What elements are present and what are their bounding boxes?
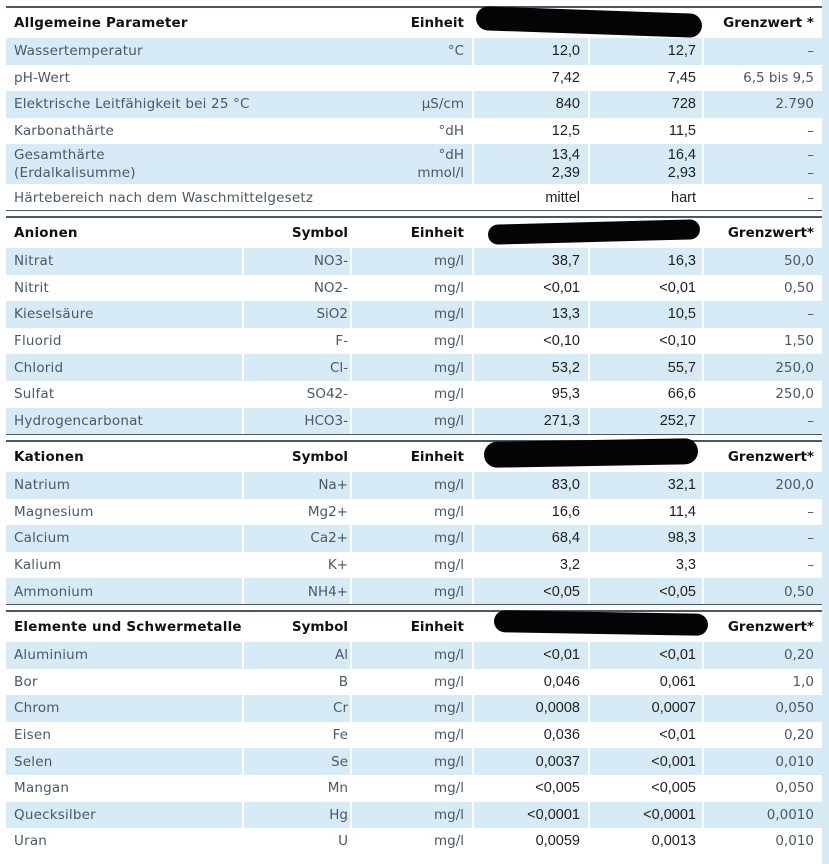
table-row — [6, 552, 822, 579]
value-2: 252,7 — [659, 412, 696, 429]
unit-header: Einheit — [410, 225, 464, 241]
table-row — [6, 722, 822, 749]
redaction-mark — [484, 438, 698, 468]
symbol: NO2- — [313, 279, 348, 296]
symbol: K+ — [327, 557, 348, 574]
value-2: <0,05 — [659, 583, 696, 600]
value-2: 10,5 — [667, 306, 696, 323]
limit-value: 0,0010 — [766, 806, 814, 823]
limit-line2: – — [807, 165, 814, 182]
value-2: 3,3 — [675, 557, 696, 574]
unit: mg/l — [433, 833, 464, 850]
value-1: <0,01 — [543, 279, 580, 296]
limit-value: 250,0 — [775, 359, 814, 376]
value-2 — [590, 144, 696, 184]
value-1: 38,7 — [551, 253, 580, 270]
table-row — [6, 748, 822, 775]
unit: µS/cm — [421, 96, 464, 113]
value-1: 840 — [555, 96, 580, 113]
unit: mg/l — [433, 279, 464, 296]
limit-value: – — [807, 557, 814, 574]
table-row — [6, 775, 822, 802]
section-general-parameters — [6, 8, 822, 211]
parameter-name: Calcium — [14, 530, 70, 547]
limit-value: – — [807, 412, 814, 429]
value-2: 32,1 — [667, 477, 696, 494]
value-1: 12,0 — [551, 43, 580, 60]
table-row — [6, 91, 822, 118]
table-row — [6, 381, 822, 408]
value-1: 0,046 — [543, 673, 580, 690]
limit-value: 0,010 — [775, 753, 814, 770]
limit-value: 0,50 — [783, 583, 814, 600]
value-1: <0,10 — [543, 333, 580, 350]
symbol: Cl- — [329, 359, 348, 376]
parameter-name-line2: (Erdalkalisumme) — [14, 165, 136, 182]
value-1: 53,2 — [551, 359, 580, 376]
limit-value: – — [807, 306, 814, 323]
limit-value: 200,0 — [775, 477, 814, 494]
table-row — [6, 828, 822, 855]
limit-value: 1,0 — [792, 673, 814, 690]
unit: mg/l — [433, 806, 464, 823]
limit-value — [706, 144, 814, 184]
unit: mg/l — [433, 530, 464, 547]
value-1: 271,3 — [543, 412, 580, 429]
value-1: <0,0001 — [527, 806, 580, 823]
limit-header: Grenzwert* — [727, 449, 814, 465]
parameter-name — [14, 144, 136, 184]
value-2: <0,001 — [651, 753, 696, 770]
symbol: F- — [335, 333, 348, 350]
value-2: 11,4 — [668, 503, 696, 520]
unit: mg/l — [433, 727, 464, 744]
parameter-name: Sulfat — [14, 386, 55, 403]
value-2: <0,005 — [651, 780, 696, 797]
section-header — [6, 218, 822, 248]
section-elements-heavy-metals — [6, 612, 822, 855]
unit-header: Einheit — [410, 15, 464, 31]
limit-header: Grenzwert * — [723, 15, 814, 31]
unit: mg/l — [433, 673, 464, 690]
table-row — [6, 184, 822, 211]
limit-value: 0,010 — [775, 833, 814, 850]
value-2: 98,3 — [667, 530, 696, 547]
section-title: Kationen — [14, 449, 84, 465]
value-1: 12,5 — [551, 123, 580, 140]
unit: mg/l — [433, 412, 464, 429]
value-1: 0,0008 — [535, 700, 580, 717]
value-1: 3,2 — [559, 557, 580, 574]
section-title: Elemente und Schwermetalle — [14, 619, 242, 635]
symbol: NO3- — [313, 253, 348, 270]
table-row — [6, 275, 822, 302]
parameter-name: Wassertemperatur — [14, 43, 143, 60]
section-title: Anionen — [14, 225, 78, 241]
symbol: Mg2+ — [307, 503, 348, 520]
unit-header: Einheit — [410, 619, 464, 635]
section-title: Allgemeine Parameter — [14, 15, 188, 31]
table-row — [6, 248, 822, 275]
value-1: mittel — [545, 189, 580, 206]
limit-value: 0,20 — [783, 647, 814, 664]
parameter-name: Elektrische Leitfähigkeit bei 25 °C — [14, 96, 250, 113]
parameter-name: Karbonathärte — [14, 123, 114, 140]
table-row — [6, 525, 822, 552]
parameter-name: Fluorid — [14, 333, 62, 350]
limit-header: Grenzwert* — [727, 619, 814, 635]
value-2: 55,7 — [667, 359, 696, 376]
unit: °C — [447, 43, 464, 60]
section-anions — [6, 218, 822, 434]
symbol: Se — [331, 753, 348, 770]
unit-line2: mmol/l — [417, 165, 464, 182]
value-1: 7,42 — [551, 69, 580, 86]
value-1: 0,036 — [543, 727, 580, 744]
value-2: 12,7 — [667, 43, 696, 60]
section-rule — [6, 434, 822, 435]
unit — [350, 65, 464, 92]
limit-value: 0,50 — [783, 279, 814, 296]
limit-value: – — [807, 189, 814, 206]
value-2: 7,45 — [667, 69, 696, 86]
value-1: 83,0 — [551, 477, 580, 494]
table-row — [6, 408, 822, 435]
unit: mg/l — [433, 386, 464, 403]
section-rule — [6, 604, 822, 605]
symbol: NH4+ — [307, 583, 348, 600]
limit-value: 1,50 — [783, 333, 814, 350]
symbol: SiO2 — [316, 306, 348, 323]
unit: mg/l — [433, 503, 464, 520]
unit: mg/l — [433, 359, 464, 376]
value-1-line2: 2,39 — [551, 165, 580, 182]
unit — [350, 144, 464, 184]
table-row — [6, 695, 822, 722]
value-2: <0,10 — [659, 333, 696, 350]
parameter-name: Mangan — [14, 780, 70, 797]
symbol-header: Symbol — [291, 449, 348, 465]
limit-value: – — [807, 123, 814, 140]
unit: mg/l — [433, 557, 464, 574]
value-1: 0,0059 — [535, 833, 580, 850]
parameter-name: Bor — [14, 673, 38, 690]
parameter-name: Chlorid — [14, 359, 64, 376]
symbol-header: Symbol — [291, 619, 348, 635]
right-edge-strip — [822, 0, 829, 864]
limit-value: 0,050 — [775, 780, 814, 797]
unit: mg/l — [433, 477, 464, 494]
section-cations — [6, 442, 822, 605]
symbol: Mn — [327, 780, 348, 797]
limit-value: 50,0 — [783, 253, 814, 270]
redaction-mark — [494, 610, 708, 636]
unit: mg/l — [433, 306, 464, 323]
symbol: Ca2+ — [310, 530, 348, 547]
value-2-line1: 16,4 — [667, 147, 696, 164]
value-2: 16,3 — [667, 253, 696, 270]
value-2: <0,01 — [659, 727, 696, 744]
limit-value: 2.790 — [775, 96, 814, 113]
parameter-name: Magnesium — [14, 503, 94, 520]
symbol: Fe — [332, 727, 348, 744]
unit: mg/l — [433, 780, 464, 797]
parameter-name: Aluminium — [14, 647, 89, 664]
value-1-line1: 13,4 — [551, 147, 580, 164]
value-2: 66,6 — [667, 386, 696, 403]
parameter-name: Eisen — [14, 727, 52, 744]
value-2: 11,5 — [668, 123, 696, 140]
symbol-header: Symbol — [291, 225, 348, 241]
symbol: B — [338, 673, 348, 690]
symbol: U — [338, 833, 348, 850]
value-2: 0,061 — [659, 673, 696, 690]
value-2: <0,01 — [659, 279, 696, 296]
table-row — [6, 38, 822, 65]
table-row — [6, 301, 822, 328]
parameter-name: Nitrat — [14, 253, 54, 270]
value-2: 0,0007 — [651, 700, 696, 717]
parameter-name: Kieselsäure — [14, 306, 94, 323]
value-2: 0,0013 — [651, 833, 696, 850]
parameter-name: Härtebereich nach dem Waschmittelgesetz — [14, 189, 314, 206]
table-row — [6, 669, 822, 696]
unit: mg/l — [433, 647, 464, 664]
parameter-name: Natrium — [14, 477, 71, 494]
value-1: <0,005 — [535, 780, 580, 797]
parameter-name: Quecksilber — [14, 806, 96, 823]
value-1: 95,3 — [551, 386, 580, 403]
value-2: 728 — [671, 96, 696, 113]
unit-header: Einheit — [410, 449, 464, 465]
limit-value: – — [807, 530, 814, 547]
table-row — [6, 499, 822, 526]
value-1: 68,4 — [551, 530, 580, 547]
symbol: SO42- — [306, 386, 348, 403]
parameter-name: pH-Wert — [14, 69, 71, 86]
limit-value: 0,20 — [783, 727, 814, 744]
table-row — [6, 354, 822, 381]
table-row — [6, 642, 822, 669]
limit-value: 250,0 — [775, 386, 814, 403]
value-1: 0,0037 — [535, 753, 580, 770]
parameter-name: Ammonium — [14, 583, 94, 600]
unit: mg/l — [433, 333, 464, 350]
value-1: <0,05 — [543, 583, 580, 600]
unit: mg/l — [433, 253, 464, 270]
unit: mg/l — [433, 700, 464, 717]
table-row — [6, 144, 822, 184]
table-row — [6, 472, 822, 499]
parameter-name: Hydrogencarbonat — [14, 412, 144, 429]
parameter-name: Chrom — [14, 700, 60, 717]
limit-value: – — [807, 43, 814, 60]
section-rule — [6, 210, 822, 211]
unit-line1: °dH — [438, 147, 464, 164]
table-row — [6, 65, 822, 92]
symbol: HCO3- — [304, 412, 348, 429]
symbol: Cr — [333, 700, 348, 717]
value-2-line2: 2,93 — [667, 165, 696, 182]
table-row — [6, 802, 822, 829]
value-1: 13,3 — [551, 306, 580, 323]
table-row — [6, 328, 822, 355]
parameter-name-line1: Gesamthärte — [14, 147, 105, 164]
parameter-name: Selen — [14, 753, 53, 770]
limit-line1: – — [807, 147, 814, 164]
symbol: Na+ — [318, 477, 348, 494]
limit-value: 0,050 — [775, 700, 814, 717]
parameter-name: Uran — [14, 833, 48, 850]
parameter-name: Kalium — [14, 557, 62, 574]
symbol: Hg — [329, 806, 348, 823]
unit: °dH — [438, 123, 464, 140]
table-row — [6, 118, 822, 145]
symbol: Al — [335, 647, 348, 664]
unit: mg/l — [433, 753, 464, 770]
value-1 — [470, 144, 580, 184]
unit: mg/l — [433, 583, 464, 600]
limit-value: – — [807, 503, 814, 520]
value-2: <0,01 — [659, 647, 696, 664]
limit-value: 6,5 bis 9,5 — [743, 69, 814, 86]
value-1: 16,6 — [551, 503, 580, 520]
table-row — [6, 578, 822, 605]
value-1: <0,01 — [543, 647, 580, 664]
limit-header: Grenzwert* — [727, 225, 814, 241]
section-header — [6, 442, 822, 472]
value-2: <0,0001 — [643, 806, 696, 823]
value-2: hart — [671, 189, 696, 206]
parameter-name: Nitrit — [14, 279, 49, 296]
